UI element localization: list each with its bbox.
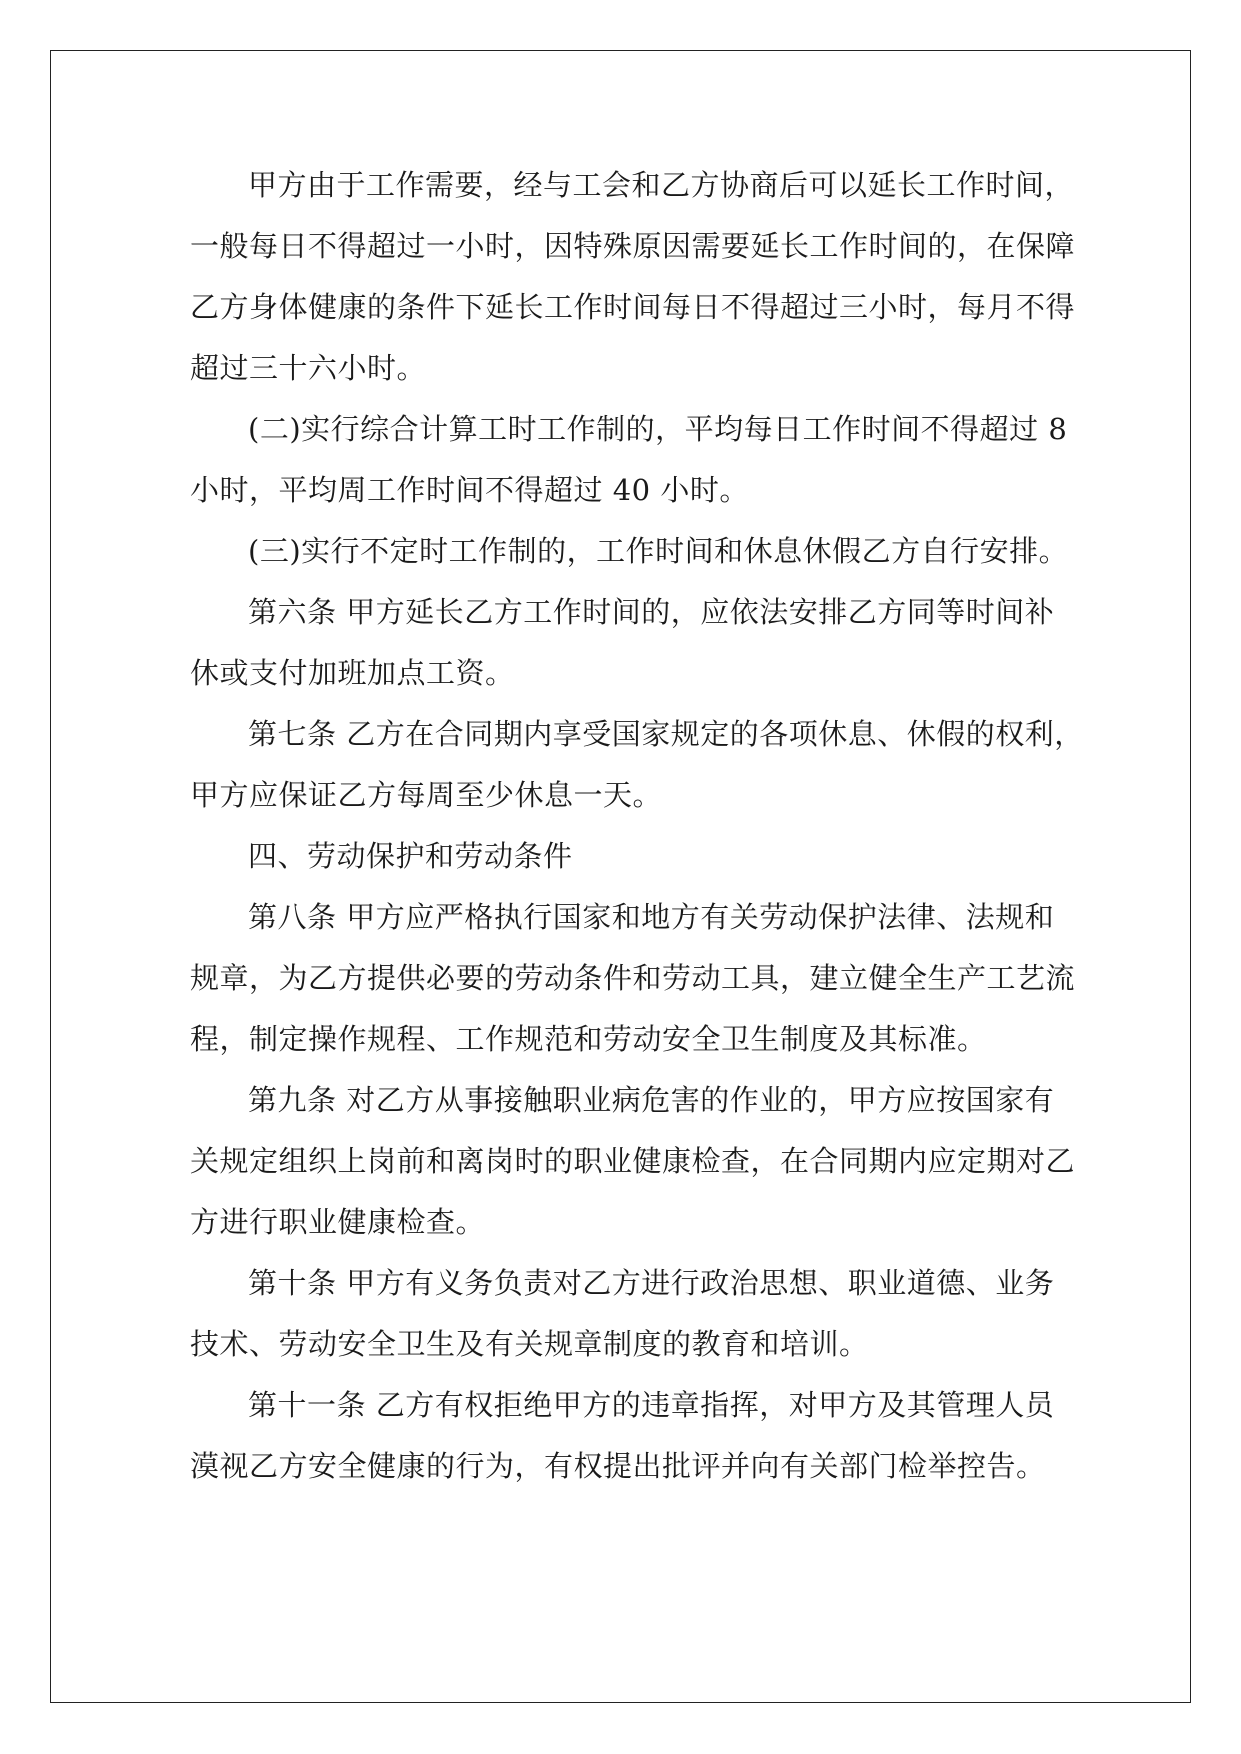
- text-line: 休或支付加班加点工资。: [190, 656, 515, 690]
- text-line: 超过三十六小时。: [190, 351, 427, 385]
- paragraph-flexible-hours: [190, 521, 1070, 582]
- text-line: 第九条 对乙方从事接触职业病危害的作业的，甲方应按国家有: [248, 1083, 1055, 1117]
- section-heading-labor-protection: [190, 826, 1070, 887]
- text-line: 漠视乙方安全健康的行为，有权提出批评并向有关部门检举控告。: [190, 1449, 1046, 1483]
- paragraph-article-11: [190, 1375, 1070, 1497]
- text-line: (二)实行综合计算工时工作制的，平均每日工作时间不得超过 8: [248, 412, 1068, 446]
- text-line: 规章，为乙方提供必要的劳动条件和劳动工具，建立健全生产工艺流: [190, 961, 1076, 995]
- paragraph-article-7: [190, 704, 1084, 826]
- text-line: 甲方由于工作需要，经与工会和乙方协商后可以延长工作时间，: [248, 168, 1075, 202]
- paragraph-comprehensive-hours: [190, 399, 1070, 521]
- text-line: 关规定组织上岗前和离岗时的职业健康检查，在合同期内应定期对乙: [190, 1144, 1076, 1178]
- text-line: 程，制定操作规程、工作规范和劳动安全卫生制度及其标准。: [190, 1022, 987, 1056]
- text-line: 方进行职业健康检查。: [190, 1205, 486, 1239]
- text-line: 乙方身体健康的条件下延长工作时间每日不得超过三小时，每月不得: [190, 290, 1076, 324]
- section-heading: 四、劳动保护和劳动条件: [248, 839, 573, 873]
- text-line: 甲方应保证乙方每周至少休息一天。: [190, 778, 663, 812]
- document-body: [190, 155, 1084, 1497]
- paragraph-article-6: [190, 582, 1070, 704]
- text-line: 第十一条 乙方有权拒绝甲方的违章指挥，对甲方及其管理人员: [248, 1388, 1055, 1422]
- text-line: 小时，平均周工作时间不得超过 40 小时。: [190, 473, 749, 507]
- text-line: 第八条 甲方应严格执行国家和地方有关劳动保护法律、法规和: [248, 900, 1055, 934]
- paragraph-overtime: [190, 155, 1076, 399]
- paragraph-article-8: [190, 887, 1076, 1070]
- text-line: 第六条 甲方延长乙方工作时间的，应依法安排乙方同等时间补: [248, 595, 1055, 629]
- text-line: (三)实行不定时工作制的，工作时间和休息休假乙方自行安排。: [248, 534, 1069, 568]
- text-line: 技术、劳动安全卫生及有关规章制度的教育和培训。: [190, 1327, 869, 1361]
- text-line: 第十条 甲方有义务负责对乙方进行政治思想、职业道德、业务: [248, 1266, 1055, 1300]
- text-line: 一般每日不得超过一小时，因特殊原因需要延长工作时间的，在保障: [190, 229, 1076, 263]
- paragraph-article-9: [190, 1070, 1076, 1253]
- text-line: 第七条 乙方在合同期内享受国家规定的各项休息、休假的权利，: [248, 717, 1084, 751]
- paragraph-article-10: [190, 1253, 1070, 1375]
